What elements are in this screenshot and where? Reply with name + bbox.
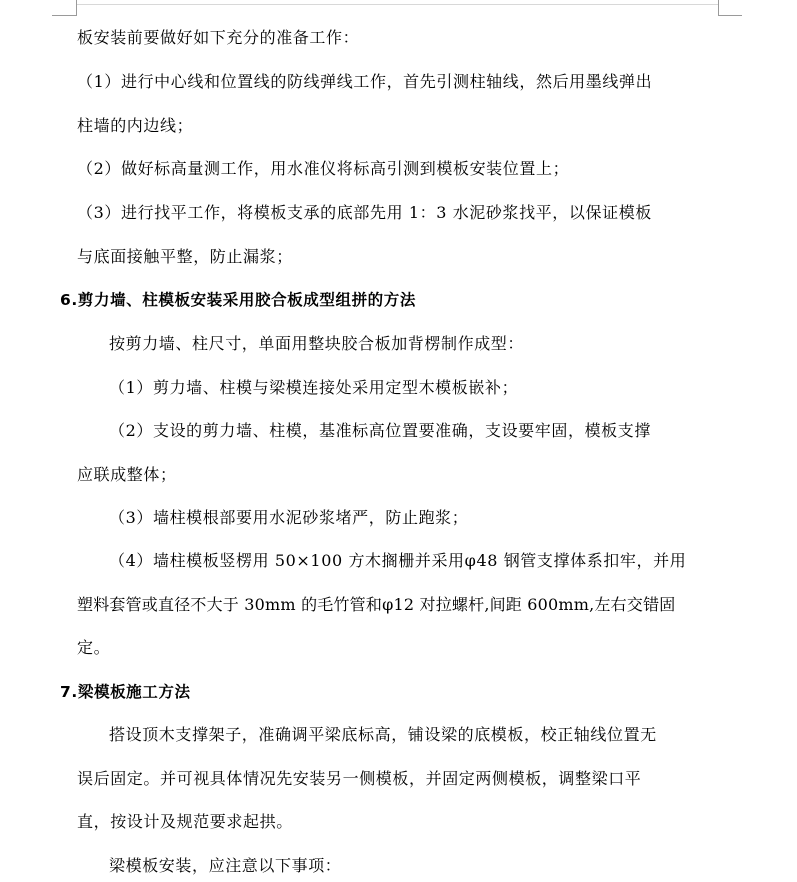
body-text-line: 柱墙的内边线； xyxy=(77,116,194,135)
body-text-line: （2）支设的剪力墙、柱模，基准标高位置要准确，支设要牢固，模板支撑 xyxy=(109,421,651,440)
body-text-line: 搭设顶木支撑架子，准确调平梁底标高，铺设梁的底模板，校正轴线位置无 xyxy=(109,725,657,744)
body-text-line: （3）墙柱模根部要用水泥砂浆堵严，防止跑浆； xyxy=(109,508,469,527)
body-text-line: （1）剪力墙、柱模与梁模连接处采用定型木模板嵌补； xyxy=(109,378,519,397)
body-text-line: （2）做好标高量测工作，用水准仪将标高引测到模板安装位置上； xyxy=(77,159,570,178)
body-text-line: 板安装前要做好如下充分的准备工作： xyxy=(77,28,360,47)
body-text-line: 塑料套管或直径不大于 30mm 的毛竹管和φ12 对拉螺杆,间距 600mm,左右交错固 xyxy=(77,595,676,614)
body-text-line: 按剪力墙、柱尺寸，单面用整块胶合板加背楞制作成型： xyxy=(109,334,525,353)
section-heading-7: 7.梁模板施工方法 xyxy=(60,683,191,701)
body-text-line: 梁模板安装，应注意以下事项： xyxy=(109,856,342,875)
body-text-line: 直，按设计及规范要求起拱。 xyxy=(77,812,293,831)
body-text-line: 误后固定。并可视具体情况先安装另一侧模板，并固定两侧模板，调整梁口平 xyxy=(77,769,642,788)
section-heading-6: 6.剪力墙、柱模板安装采用胶合板成型组拼的方法 xyxy=(60,291,416,309)
body-text-line: 定。 xyxy=(77,638,111,657)
body-text-line: 应联成整体； xyxy=(77,465,177,484)
right-margin-marker-horizontal xyxy=(718,15,742,16)
body-text-line: （4）墙柱模板竖楞用 50×100 方木搁栅并采用φ48 钢管支撑体系扣牢，并用 xyxy=(109,551,687,570)
left-margin-marker xyxy=(76,0,77,16)
right-margin-marker xyxy=(718,0,719,16)
left-margin-marker-horizontal xyxy=(52,15,76,16)
body-text-line: （3）进行找平工作，将模板支承的底部先用 1：3 水泥砂浆找平，以保证模板 xyxy=(77,203,652,222)
body-text-line: （1）进行中心线和位置线的防线弹线工作，首先引测柱轴线，然后用墨线弹出 xyxy=(77,72,653,91)
body-text-line: 与底面接触平整，防止漏浆； xyxy=(77,247,293,266)
page-top-border xyxy=(76,4,718,5)
